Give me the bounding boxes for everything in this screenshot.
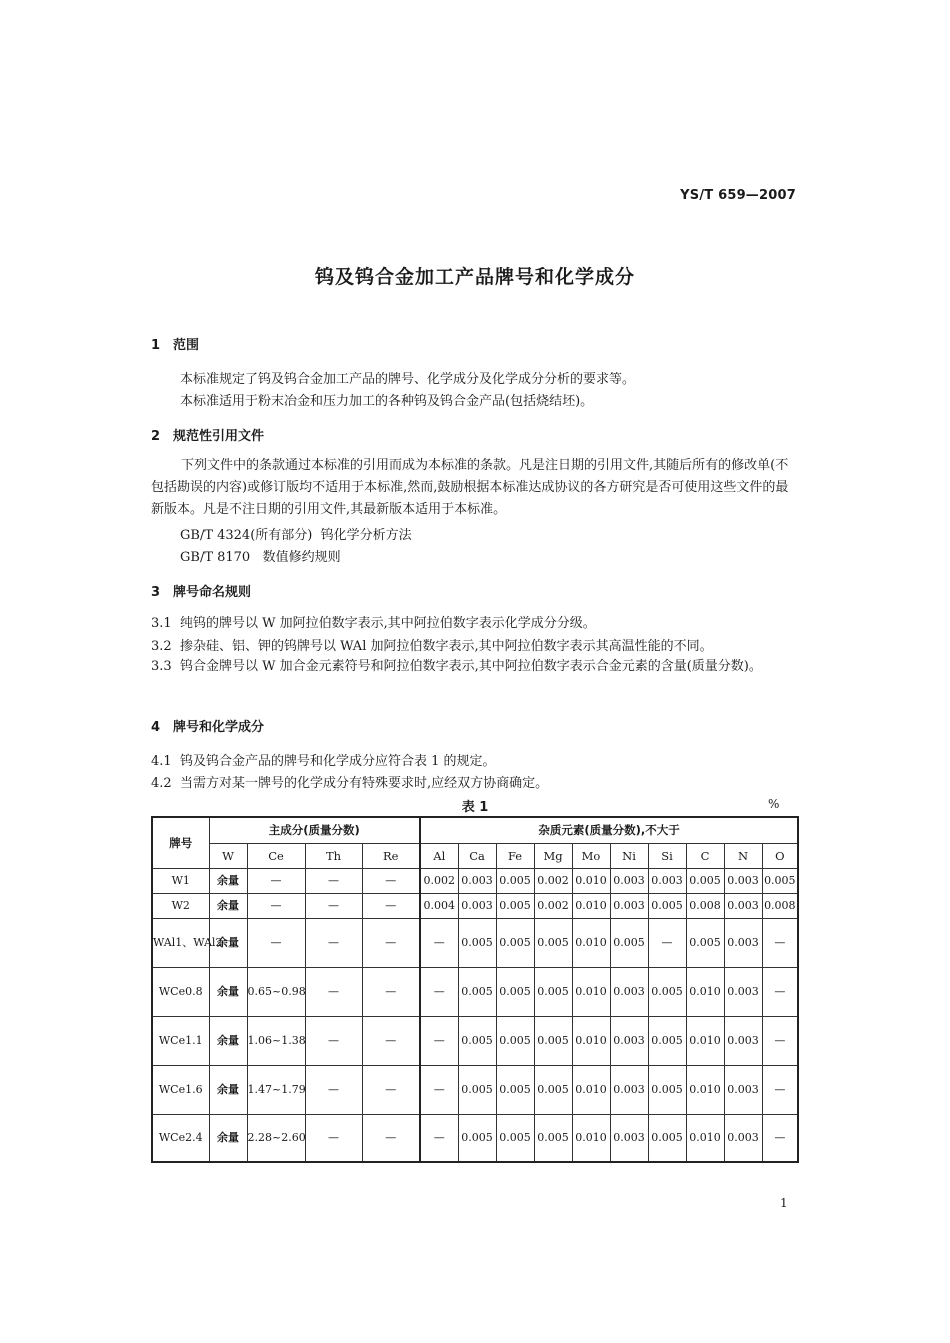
section-1-heading: [151, 334, 199, 353]
table-cell: 0.005: [648, 1065, 686, 1114]
table-cell: 0.003: [724, 1065, 762, 1114]
table-cell: 0.005: [534, 918, 572, 967]
section-title: 牌号命名规则: [173, 585, 252, 600]
table-cell: —: [762, 1016, 798, 1065]
header-cell: Mg: [534, 843, 572, 868]
table-cell: W1: [152, 868, 209, 893]
table-cell: 0.005: [458, 1016, 496, 1065]
table-cell: —: [762, 1065, 798, 1114]
clause-number: 3.3: [151, 659, 172, 674]
clause: [151, 750, 496, 769]
table-cell: —: [362, 868, 420, 893]
table-cell: 0.005: [610, 918, 648, 967]
table-cell: 0.010: [686, 1114, 724, 1162]
clause-text: 纯钨的牌号以 W 加阿拉伯数字表示,其中阿拉伯数字表示化学成分分级。: [179, 616, 596, 631]
table-cell: 0.005: [458, 918, 496, 967]
table-cell: 0.010: [686, 1065, 724, 1114]
table-row: [152, 967, 798, 1016]
table-cell: 0.010: [572, 893, 610, 918]
table-cell: WCe1.6: [152, 1065, 209, 1114]
table-cell: 0.005: [458, 1065, 496, 1114]
table-cell: 0.010: [572, 1065, 610, 1114]
table-cell: 0.003: [610, 893, 648, 918]
clause-text: 钨合金牌号以 W 加合金元素符号和阿拉伯数字表示,其中阿拉伯数字表示合金元素的含量(质量分数)。: [179, 659, 762, 674]
table-cell: —: [362, 1114, 420, 1162]
header-cell: Th: [305, 843, 362, 868]
table-cell: 0.65~0.98: [247, 967, 305, 1016]
table-cell: 余量: [209, 1016, 247, 1065]
reference-item: [180, 546, 341, 565]
clause-text: 当需方对某一牌号的化学成分有特殊要求时,应经双方协商确定。: [179, 776, 549, 791]
table-cell: —: [247, 868, 305, 893]
header-cell: Ni: [610, 843, 648, 868]
table-cell: 0.005: [496, 1114, 534, 1162]
paragraph: 本标准适用于粉末冶金和压力加工的各种钨及钨合金产品(包括烧结坯)。: [180, 394, 594, 409]
header-cell: N: [724, 843, 762, 868]
table-cell: —: [420, 918, 458, 967]
table-cell: WCe1.1: [152, 1016, 209, 1065]
section-number: 2: [151, 429, 161, 444]
table-cell: WCe2.4: [152, 1114, 209, 1162]
composition-table: [151, 816, 795, 1163]
table-cell: 2.28~2.60: [247, 1114, 305, 1162]
table-row: [152, 1114, 798, 1162]
table-cell: 余量: [209, 1114, 247, 1162]
table-cell: —: [362, 1065, 420, 1114]
header-grade: 牌号: [152, 817, 209, 868]
clause-number: 3.2: [151, 639, 172, 654]
standard-code: YS/T 659—2007: [680, 188, 796, 203]
table-cell: —: [420, 967, 458, 1016]
table-cell: WCe0.8: [152, 967, 209, 1016]
table-cell: —: [420, 1114, 458, 1162]
table-cell: —: [362, 967, 420, 1016]
table-cell: 0.005: [648, 967, 686, 1016]
header-cell: Ce: [247, 843, 305, 868]
clause: [151, 772, 548, 791]
page-number: 1: [780, 1196, 788, 1210]
clause-number: 4.1: [151, 754, 172, 769]
table-cell: 0.010: [686, 967, 724, 1016]
table-cell: —: [420, 1016, 458, 1065]
section-3-heading: [151, 581, 251, 600]
table-cell: —: [362, 893, 420, 918]
section-number: 4: [151, 720, 161, 735]
table-cell: —: [247, 893, 305, 918]
table-cell: 0.008: [762, 893, 798, 918]
clause-text: 钨及钨合金产品的牌号和化学成分应符合表 1 的规定。: [179, 754, 496, 769]
header-cell: Si: [648, 843, 686, 868]
table-cell: 0.003: [610, 1114, 648, 1162]
section-2-heading: [151, 425, 264, 444]
header-cell: W: [209, 843, 247, 868]
table-cell: 0.005: [534, 1114, 572, 1162]
header-cell: Al: [420, 843, 458, 868]
reference-item: [180, 524, 412, 543]
header-impurity: 杂质元素(质量分数),不大于: [420, 817, 798, 843]
table-row: [152, 1016, 798, 1065]
reference-title: 数值修约规则: [262, 550, 341, 565]
table-cell: 0.003: [724, 868, 762, 893]
table-cell: 0.005: [496, 1065, 534, 1114]
header-cell: Mo: [572, 843, 610, 868]
table-cell: —: [305, 1065, 362, 1114]
table-cell: 0.005: [648, 1016, 686, 1065]
table-cell: 0.005: [458, 1114, 496, 1162]
clause: [151, 656, 793, 678]
table-cell: 0.005: [648, 893, 686, 918]
table-cell: —: [762, 967, 798, 1016]
table-cell: 0.003: [724, 967, 762, 1016]
table-cell: 0.002: [534, 868, 572, 893]
table-cell: —: [305, 1016, 362, 1065]
table-cell: 余量: [209, 918, 247, 967]
clause-number: 3.1: [151, 616, 172, 631]
table-cell: —: [362, 918, 420, 967]
table-cell: 0.003: [610, 868, 648, 893]
table-row: [152, 868, 798, 893]
table-cell: 0.003: [648, 868, 686, 893]
table-cell: 0.003: [724, 918, 762, 967]
table-cell: —: [362, 1016, 420, 1065]
section-number: 1: [151, 338, 161, 353]
table-row: [152, 918, 798, 967]
table-cell: 0.010: [686, 1016, 724, 1065]
table-cell: 0.003: [458, 868, 496, 893]
table-row: [152, 1065, 798, 1114]
document-title: 钨及钨合金加工产品牌号和化学成分: [314, 266, 635, 288]
table-cell: 余量: [209, 967, 247, 1016]
table-cell: 0.002: [534, 893, 572, 918]
table-cell: 0.005: [496, 868, 534, 893]
table-cell: 0.003: [724, 893, 762, 918]
table-cell: 0.003: [724, 1114, 762, 1162]
table-cell: 0.005: [534, 967, 572, 1016]
reference-code: GB/T 8170: [180, 550, 251, 565]
table-cell: 0.010: [572, 1114, 610, 1162]
paragraph: 下列文件中的条款通过本标准的引用而成为本标准的条款。凡是注日期的引用文件,其随后所有的修改单(不包括勘误的内容)或修订版均不适用于本标准,然而,鼓励根据本标准达成协议的各方研究是否可使用这些文件的最新版本。凡是不注日期的引用文件,其最新版本适用于本标准。: [151, 458, 789, 517]
table-cell: 0.010: [572, 918, 610, 967]
table-cell: 0.005: [648, 1114, 686, 1162]
table-cell: 1.47~1.79: [247, 1065, 305, 1114]
header-cell: Fe: [496, 843, 534, 868]
table-cell: 余量: [209, 1065, 247, 1114]
table-unit: %: [768, 797, 780, 811]
table-body: [152, 868, 798, 1162]
table-cell: 余量: [209, 868, 247, 893]
table-cell: 0.005: [762, 868, 798, 893]
table-cell: —: [305, 1114, 362, 1162]
table-cell: 0.005: [496, 967, 534, 1016]
section-4-heading: [151, 716, 264, 735]
header-cell: C: [686, 843, 724, 868]
clause: [151, 635, 713, 654]
table-cell: 0.005: [496, 1016, 534, 1065]
table-cell: —: [762, 918, 798, 967]
table-cell: 0.003: [724, 1016, 762, 1065]
clause-number: 4.2: [151, 776, 172, 791]
section-title: 范围: [173, 338, 200, 353]
table-cell: 0.005: [458, 967, 496, 1016]
reference-code: GB/T 4324(所有部分): [180, 528, 313, 543]
clause: [151, 612, 596, 631]
table-cell: 0.005: [496, 893, 534, 918]
section-title: 规范性引用文件: [173, 429, 265, 444]
table-cell: 0.005: [686, 918, 724, 967]
table-cell: —: [305, 918, 362, 967]
table-cell: —: [420, 1065, 458, 1114]
header-cell: Re: [362, 843, 420, 868]
table-cell: 0.005: [534, 1065, 572, 1114]
table-cell: 0.008: [686, 893, 724, 918]
clause-text: 掺杂硅、铝、钾的钨牌号以 WAl 加阿拉伯数字表示,其中阿拉伯数字表示其高温性能的不同。: [179, 639, 713, 654]
table-cell: 0.010: [572, 868, 610, 893]
table-cell: 0.003: [610, 1065, 648, 1114]
reference-title: 钨化学分析方法: [320, 528, 412, 543]
table-cell: 0.002: [420, 868, 458, 893]
table-cell: —: [305, 868, 362, 893]
table-cell: 0.003: [458, 893, 496, 918]
table-caption: 表 1: [461, 800, 489, 815]
header-cell: O: [762, 843, 798, 868]
table-cell: —: [762, 1114, 798, 1162]
paragraph: 本标准规定了钨及钨合金加工产品的牌号、化学成分及化学成分分析的要求等。: [180, 372, 636, 387]
table-cell: 0.003: [610, 1016, 648, 1065]
table-cell: 1.06~1.38: [247, 1016, 305, 1065]
table-cell: 0.005: [496, 918, 534, 967]
header-main-composition: 主成分(质量分数): [209, 817, 420, 843]
header-cell: Ca: [458, 843, 496, 868]
table-cell: —: [305, 893, 362, 918]
table-cell: 0.003: [610, 967, 648, 1016]
table-cell: 0.005: [686, 868, 724, 893]
table-cell: W2: [152, 893, 209, 918]
table-cell: 余量: [209, 893, 247, 918]
table-cell: 0.004: [420, 893, 458, 918]
section-number: 3: [151, 585, 161, 600]
table-cell: —: [648, 918, 686, 967]
table-cell: —: [247, 918, 305, 967]
table-cell: WAl1、WAl2: [152, 918, 209, 967]
table-cell: 0.010: [572, 967, 610, 1016]
table-cell: —: [305, 967, 362, 1016]
table-row: [152, 893, 798, 918]
section-title: 牌号和化学成分: [173, 720, 265, 735]
table-cell: 0.005: [534, 1016, 572, 1065]
table-cell: 0.010: [572, 1016, 610, 1065]
